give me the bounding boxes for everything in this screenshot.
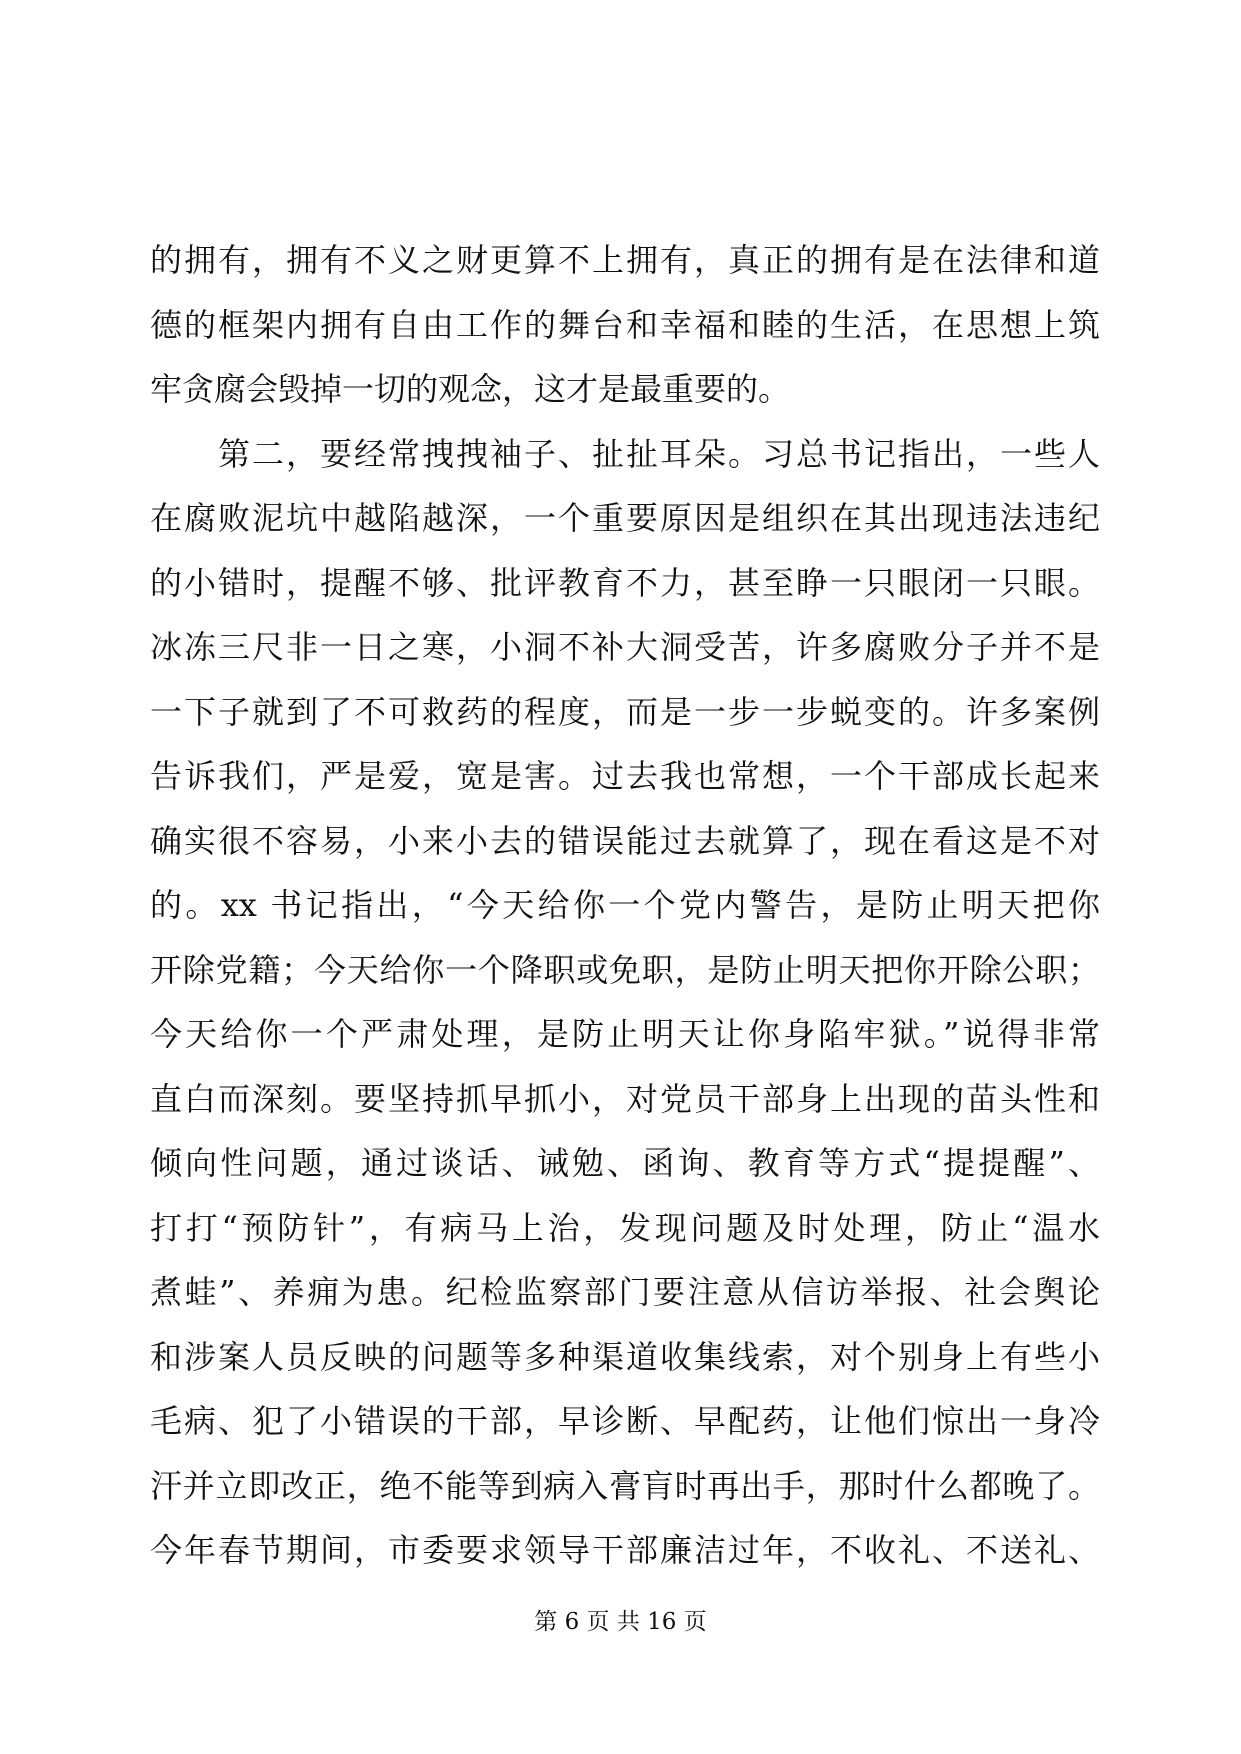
text-line: 直白而深刻。要坚持抓早抓小，对党员干部身上出现的苗头性和 bbox=[150, 1079, 1100, 1118]
text-line: 告诉我们，严是爱，宽是害。过去我也常想，一个干部成长起来 bbox=[150, 757, 1100, 795]
text-line: 倾向性问题，通过谈话、诫勉、函询、教育等方式“提提醒”、 bbox=[150, 1144, 1100, 1182]
page-number-footer: 第 6 页 共 16 页 bbox=[534, 1609, 707, 1635]
text-line: 开除党籍；今天给你一个降职或免职，是防止明天把你开除公职； bbox=[150, 950, 1100, 989]
text-line: 的拥有，拥有不义之财更算不上拥有，真正的拥有是在法律和道 bbox=[150, 241, 1100, 279]
text-line: 汗并立即改正，绝不能等到病入膏肓时再出手，那时什么都晚了。 bbox=[150, 1466, 1100, 1505]
text-line: 牢贪腐会毁掉一切的观念，这才是最重要的。 bbox=[150, 370, 791, 408]
text-line: 今天给你一个严肃处理，是防止明天让你身陷牢狱。”说得非常 bbox=[150, 1015, 1100, 1053]
paragraph-first-line: 第二，要经常拽拽袖子、扯扯耳朵。习总书记指出，一些人 bbox=[150, 434, 1100, 473]
text-line: 一下子就到了不可救药的程度，而是一步一步蜕变的。许多案例 bbox=[150, 692, 1100, 731]
text-line: 冰冻三尺非一日之寒，小洞不补大洞受苦，许多腐败分子并不是 bbox=[150, 628, 1100, 666]
text-line: 今年春节期间，市委要求领导干部廉洁过年，不收礼、不送礼、 bbox=[150, 1531, 1100, 1569]
text-line: 打打“预防针”，有病马上治，发现问题及时处理，防止“温水 bbox=[150, 1208, 1100, 1247]
text-line: 毛病、犯了小错误的干部，早诊断、早配药，让他们惊出一身冷 bbox=[150, 1402, 1100, 1440]
text-line: 煮蛙”、养痈为患。纪检监察部门要注意从信访举报、社会舆论 bbox=[150, 1273, 1100, 1311]
body-text bbox=[150, 228, 1100, 1583]
text-line: 的。xx 书记指出，“今天给你一个党内警告，是防止明天把你 bbox=[150, 886, 1100, 924]
text-line: 的小错时，提醒不够、批评教育不力，甚至睁一只眼闭一只眼。 bbox=[150, 563, 1100, 602]
text-line: 和涉案人员反映的问题等多种渠道收集线索，对个别身上有些小 bbox=[150, 1337, 1100, 1376]
text-line: 德的框架内拥有自由工作的舞台和幸福和睦的生活，在思想上筑 bbox=[150, 305, 1100, 344]
text-line: 确实很不容易，小来小去的错误能过去就算了，现在看这是不对 bbox=[150, 821, 1100, 860]
text-line: 在腐败泥坑中越陷越深，一个重要原因是组织在其出现违法违纪 bbox=[150, 499, 1100, 537]
